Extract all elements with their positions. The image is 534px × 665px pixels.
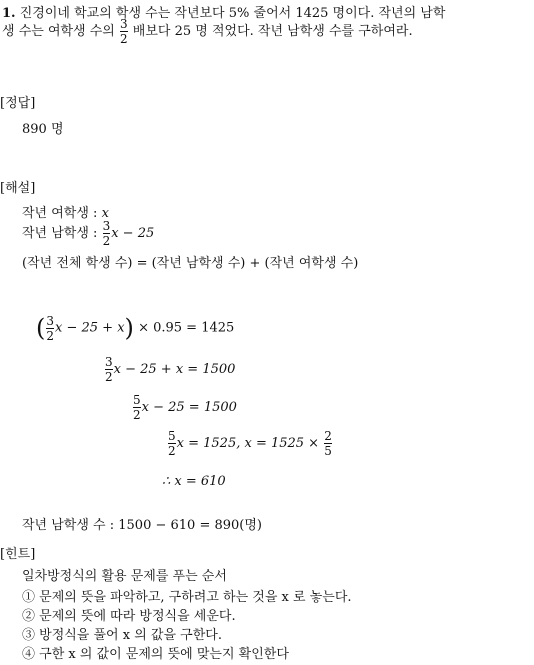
problem-text-2b: 배보다 25 명 적었다. 작년 남학생 수를 구하여라. [132,24,413,39]
hint-header: [힌트] [0,547,36,562]
fraction-denominator: 2 [46,328,55,343]
fraction-numerator: 3 [120,17,128,31]
eq2-fraction [105,356,113,383]
solution-step-2 [22,220,154,247]
step-1-variable: x [101,206,109,221]
fraction-numerator: 3 [46,313,55,328]
solution-header: [해설] [0,181,36,196]
problem-line-2 [2,18,413,45]
fraction-denominator: 2 [105,370,113,384]
equation-2 [104,356,235,383]
step-2-fraction [103,220,111,247]
step-2-expression: x − 25 [111,226,155,241]
step-1-label: 작년 여학생 : [22,206,102,221]
solution-step-3: (작년 전체 학생 수) = (작년 남학생 수) + (작년 여학생 수) [22,256,359,271]
equation-4 [167,430,333,457]
solution-final: 작년 남학생 수 : 1500 − 610 = 890(명) [22,518,262,533]
eq4-fraction-right [324,430,332,457]
eq1-expression: x − 25 + x [55,320,125,336]
eq2-expression: x − 25 + x = 1500 [113,362,236,377]
fraction-numerator: 3 [102,219,111,233]
equation-3 [132,394,237,421]
eq4-expression: x = 1525, x = 1525 × [176,436,320,451]
problem-fraction [120,18,128,45]
equation-5: ∴ x = 610 [162,474,226,489]
fraction-denominator: 2 [120,32,128,46]
step-2-label: 작년 남학생 : [22,226,102,241]
eq1-result: × 0.95 = 1425 [138,320,235,336]
answer-value: 890 명 [22,122,64,137]
fraction-denominator: 2 [102,234,111,248]
fraction-numerator: 3 [105,355,113,369]
hint-step-1: ① 문제의 뜻을 파악하고, 구하려고 하는 것을 x 로 놓는다. [22,590,352,605]
hint-step-4: ④ 구한 x 의 값이 문제의 뜻에 맞는지 확인한다 [22,647,289,662]
hint-title: 일차방정식의 활용 문제를 푸는 순서 [22,569,227,584]
eq3-expression: x − 25 = 1500 [141,400,237,415]
answer-header: [정답] [0,96,36,111]
problem-text-2a: 생 수는 여학생 수의 [2,24,115,39]
hint-step-3: ③ 방정식을 풀어 x 의 값을 구한다. [22,628,222,643]
problem-text-1: 진경이네 학교의 학생 수는 작년보다 5% 줄어서 1425 명이다. 작년의 남학 [19,6,446,21]
eq1-fraction [46,315,54,342]
equation-1: ( $\frac{3}{2}$ x − 25 + x) × 0.95 = 1425 [36,313,235,343]
eq4-fraction-left: $\frac{5}{2}$ [168,429,176,458]
hint-step-2: ② 문제의 뜻에 따라 방정식을 세운다. [22,609,236,624]
problem-number: 1. [2,6,16,21]
solution-step-1 [22,202,109,221]
fraction-numerator: 2 [324,429,332,443]
fraction-denominator: 5 [324,444,332,458]
eq3-fraction: $\frac{5}{2}$ [133,393,141,422]
